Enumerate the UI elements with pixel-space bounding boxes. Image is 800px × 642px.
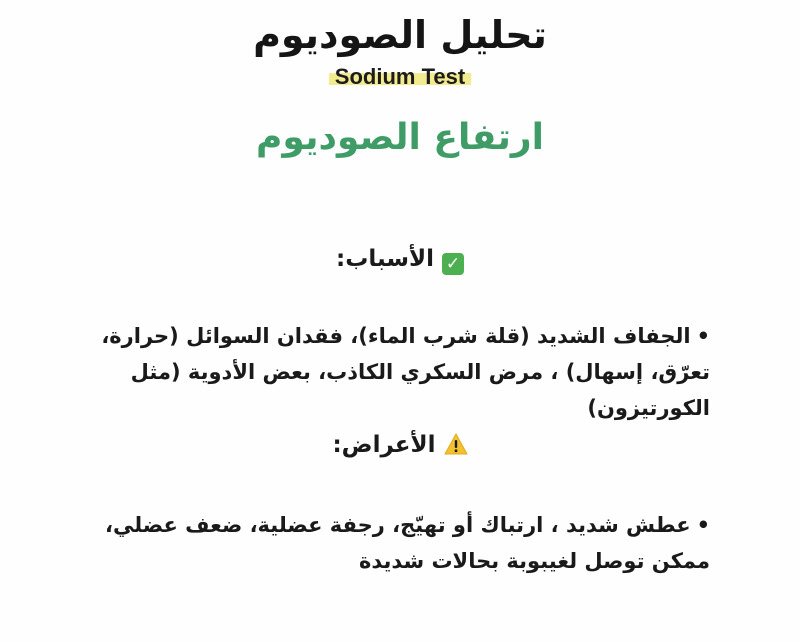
causes-text: الجفاف الشديد (قلة شرب الماء)، فقدان السوائل (حرارة، تعرّق، إسهال) ، مرض السكري الكاذب، بعض الأدوية (مثل الكورتيزون): [101, 324, 710, 420]
symptoms-label: الأعراض:: [332, 432, 436, 458]
subtitle: [329, 64, 471, 90]
symptoms-text: عطش شديد ، ارتباك أو تهيّج، رجفة عضلية، ضعف عضلي، ممكن توصل لغيبوبة بحالات شديدة: [104, 513, 710, 573]
subtitle-text: Sodium Test: [334, 64, 466, 89]
page-title: تحليل الصوديوم: [253, 13, 547, 57]
symptoms-label-row: [0, 429, 800, 464]
causes-label: الأسباب:: [336, 246, 434, 272]
check-mark-icon: ✓: [442, 253, 464, 275]
symptoms-bullet: •: [696, 513, 710, 537]
causes-label-row: [0, 243, 800, 275]
causes-bullet: •: [696, 324, 710, 348]
warning-icon: [444, 432, 468, 464]
causes-paragraph: [96, 318, 710, 426]
section-heading: ارتفاع الصوديوم: [256, 117, 544, 158]
subtitle-wrap: [0, 64, 800, 90]
symptoms-paragraph: [96, 507, 710, 579]
